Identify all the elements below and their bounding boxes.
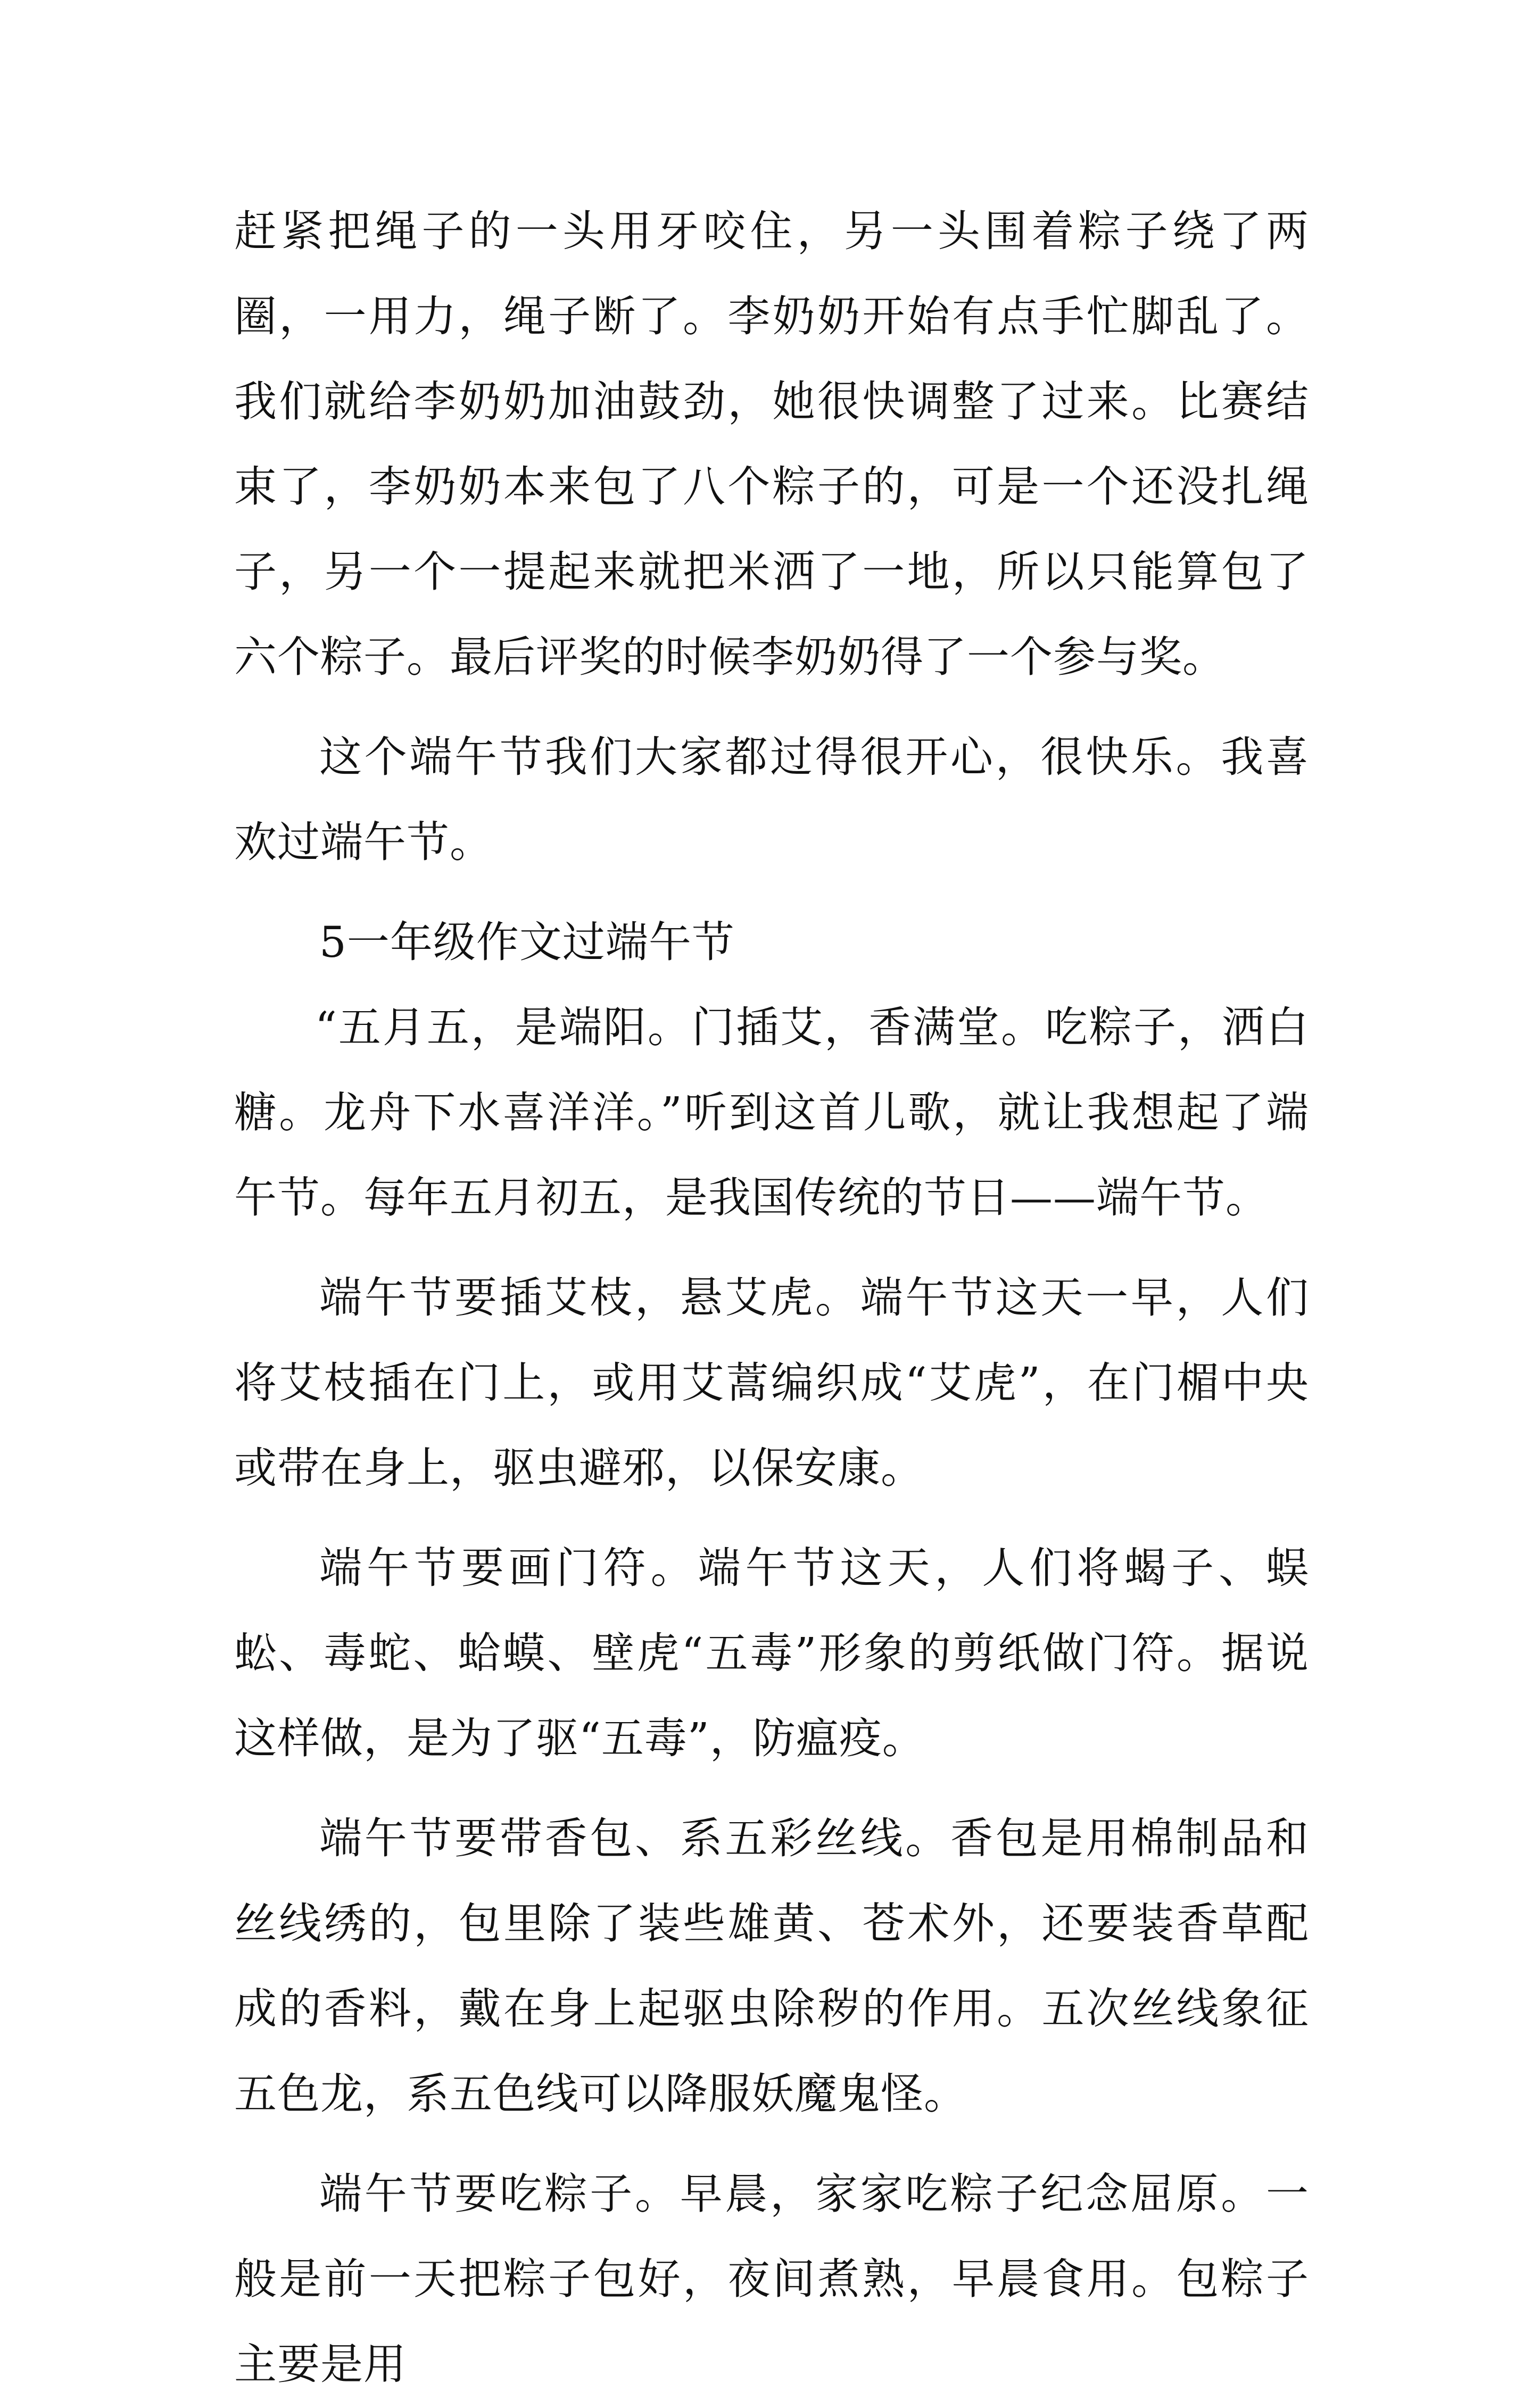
document-body (234, 189, 1309, 2407)
paragraph-5: 端午节要画门符。端午节这天，人们将蝎子、蜈蚣、毒蛇、蛤蟆、壁虎“五毒”形象的剪纸做门符。据说这样做，是为了驱“五毒”，防瘟疫。 (234, 1543, 1309, 1763)
paragraph-2: 这个端午节我们大家都过得很开心，很快乐。我喜欢过端午节。 (234, 732, 1309, 867)
paragraph-4: 端午节要插艾枝，悬艾虎。端午节这天一早，人们将艾枝插在门上，或用艾蒿编织成“艾虎”，在门楣中央或带在身上，驱虫避邪，以保安康。 (234, 1273, 1309, 1493)
paragraph-7: 端午节要吃粽子。早晨，家家吃粽子纪念屈原。一般是前一天把粽子包好，夜间煮熟，早晨食用。包粽子主要是用 (234, 2169, 1309, 2389)
paragraph-6: 端午节要带香包、系五彩丝线。香包是用棉制品和丝线绣的，包里除了装些雄黄、苍术外，还要装香草配成的香料，戴在身上起驱虫除秽的作用。五次丝线象征五色龙，系五色线可以降服妖魔鬼怪。 (234, 1814, 1309, 2119)
paragraph-1: 赶紧把绳子的一头用牙咬住，另一头围着粽子绕了两圈，一用力，绳子断了。李奶奶开始有点手忙脚乱了。我们就给李奶奶加油鼓劲，她很快调整了过来。比赛结束了，李奶奶本来包了八个粽子的，可是一个还没扎绳子，另一个一提起来就把米洒了一地，所以只能算包了六个粽子。最后评奖的时候李奶奶得了一个参与奖。 (234, 206, 1309, 682)
essay-heading: 5一年级作文过端午节 (319, 917, 735, 967)
paragraph-3: “五月五，是端阳。门插艾，香满堂。吃粽子，洒白糖。龙舟下水喜洋洋。”听到这首儿歌，就让我想起了端午节。每年五月初五，是我国传统的节日——端午节。 (234, 1003, 1309, 1222)
